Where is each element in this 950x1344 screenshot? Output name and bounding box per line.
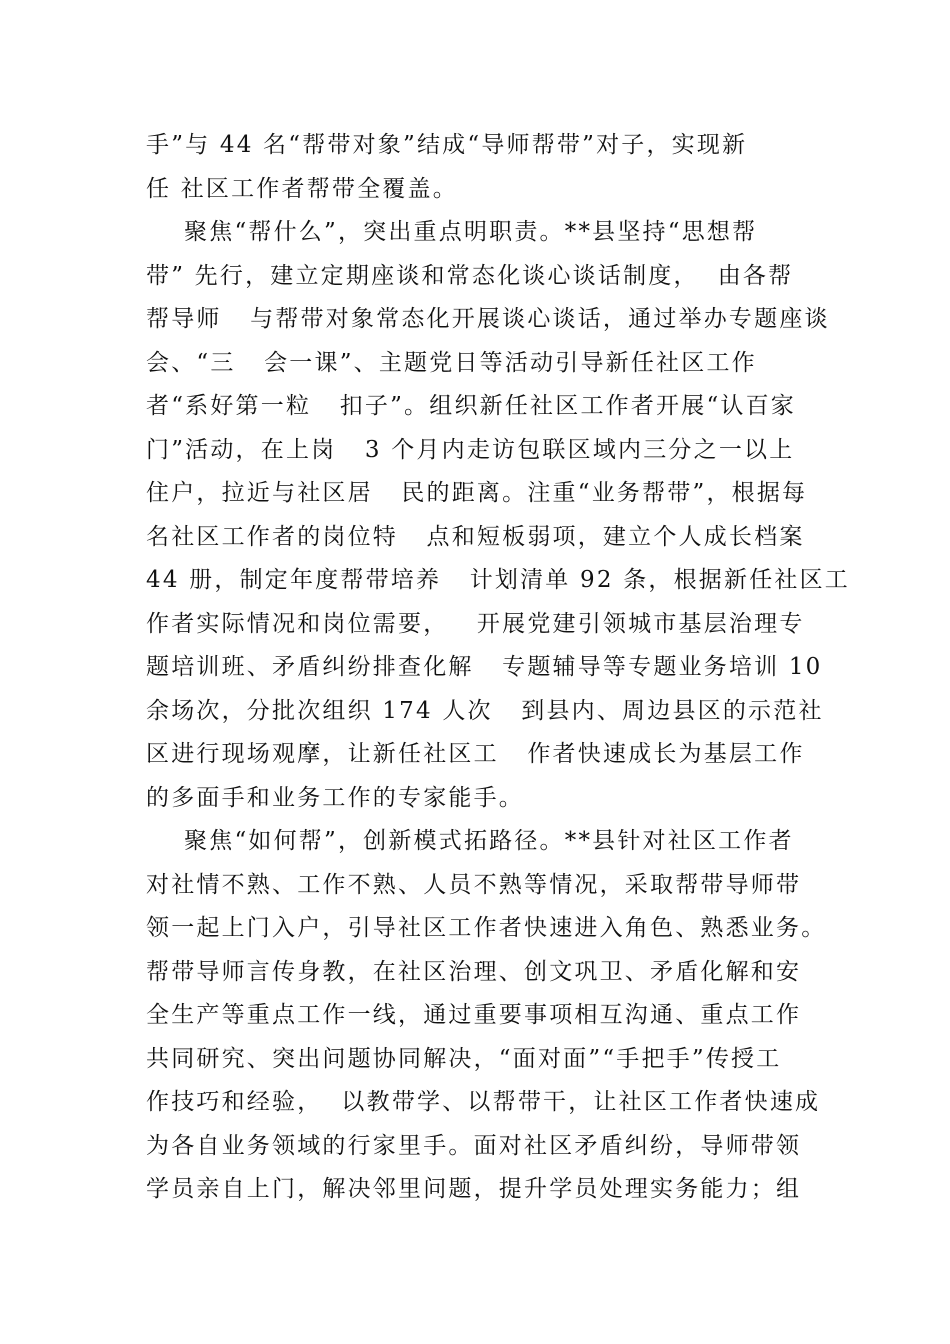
text-line: 的多面手和业务工作的专家能手。	[146, 784, 524, 811]
text-line: 住户，拉近与社区居 民的距离。注重“业务帮带”，根据每	[146, 480, 808, 506]
text-line: 领一起上门入户，引导社区工作者快速进入角色、熟悉业务。	[146, 915, 827, 941]
text-line: 带” 先行，建立定期座谈和常态化谈心谈话制度， 由各帮	[146, 262, 794, 289]
paragraph-how-to-help	[146, 820, 826, 1212]
text-line: 聚焦“帮什么”，突出重点明职责。**县坚持“思想帮	[146, 219, 758, 245]
text-line: 作技巧和经验， 以教带学、以帮带干，让社区工作者快速成	[146, 1089, 821, 1115]
text-line: 门”活动，在上岗 3 个月内走访包联区域内三分之一以上	[146, 436, 795, 463]
text-line: 区进行现场观摩，让新任社区工 作者快速成长为基层工作	[146, 741, 805, 767]
text-line: 学员亲自上门，解决邻里问题，提升学员处理实务能力；组	[146, 1176, 802, 1202]
paragraph-continuation	[146, 124, 826, 211]
text-line: 余场次，分批次组织 174 人次 到县内、周边县区的示范社	[146, 697, 824, 724]
text-line: 全生产等重点工作一线，通过重要事项相互沟通、重点工作	[146, 1002, 802, 1028]
text-line: 帮导师 与帮带对象常态化开展谈心谈话，通过举办专题座谈	[146, 306, 830, 332]
text-line: 任 社区工作者帮带全覆盖。	[146, 175, 458, 202]
text-line: 共同研究、突出问题协同解决，“面对面”“手把手”传授工	[146, 1045, 782, 1072]
text-line: 为各自业务领域的行家里手。面对社区矛盾纠纷，导师带领	[146, 1132, 802, 1159]
text-line: 帮带导师言传身教，在社区治理、创文巩卫、矛盾化解和安	[146, 958, 802, 985]
paragraph-what-to-help	[146, 211, 850, 820]
body-text	[146, 124, 850, 1212]
text-line: 题培训班、矛盾纠纷排查化解 专题辅导等专题业务培训 10	[146, 654, 823, 680]
text-line: 名社区工作者的岗位特 点和短板弱项，建立个人成长档案	[146, 523, 805, 550]
text-line: 聚焦“如何帮”，创新模式拓路径。**县针对社区工作者	[146, 828, 794, 854]
text-line: 44 册，制定年度帮带培养 计划清单 92 条，根据新任社区工	[146, 567, 850, 593]
text-line: 者“系好第一粒 扣子”。组织新任社区工作者开展“认百家	[146, 393, 797, 419]
text-line: 作者实际情况和岗位需要， 开展党建引领城市基层治理专	[146, 610, 805, 637]
text-line: 对社情不熟、工作不熟、人员不熟等情况，采取帮带导师带	[146, 871, 802, 898]
text-line: 手”与 44 名“帮带对象”结成“导师帮带”对子，实现新	[146, 132, 748, 158]
text-line: 会、“三 会一课”、主题党日等活动引导新任社区工作	[146, 349, 757, 376]
